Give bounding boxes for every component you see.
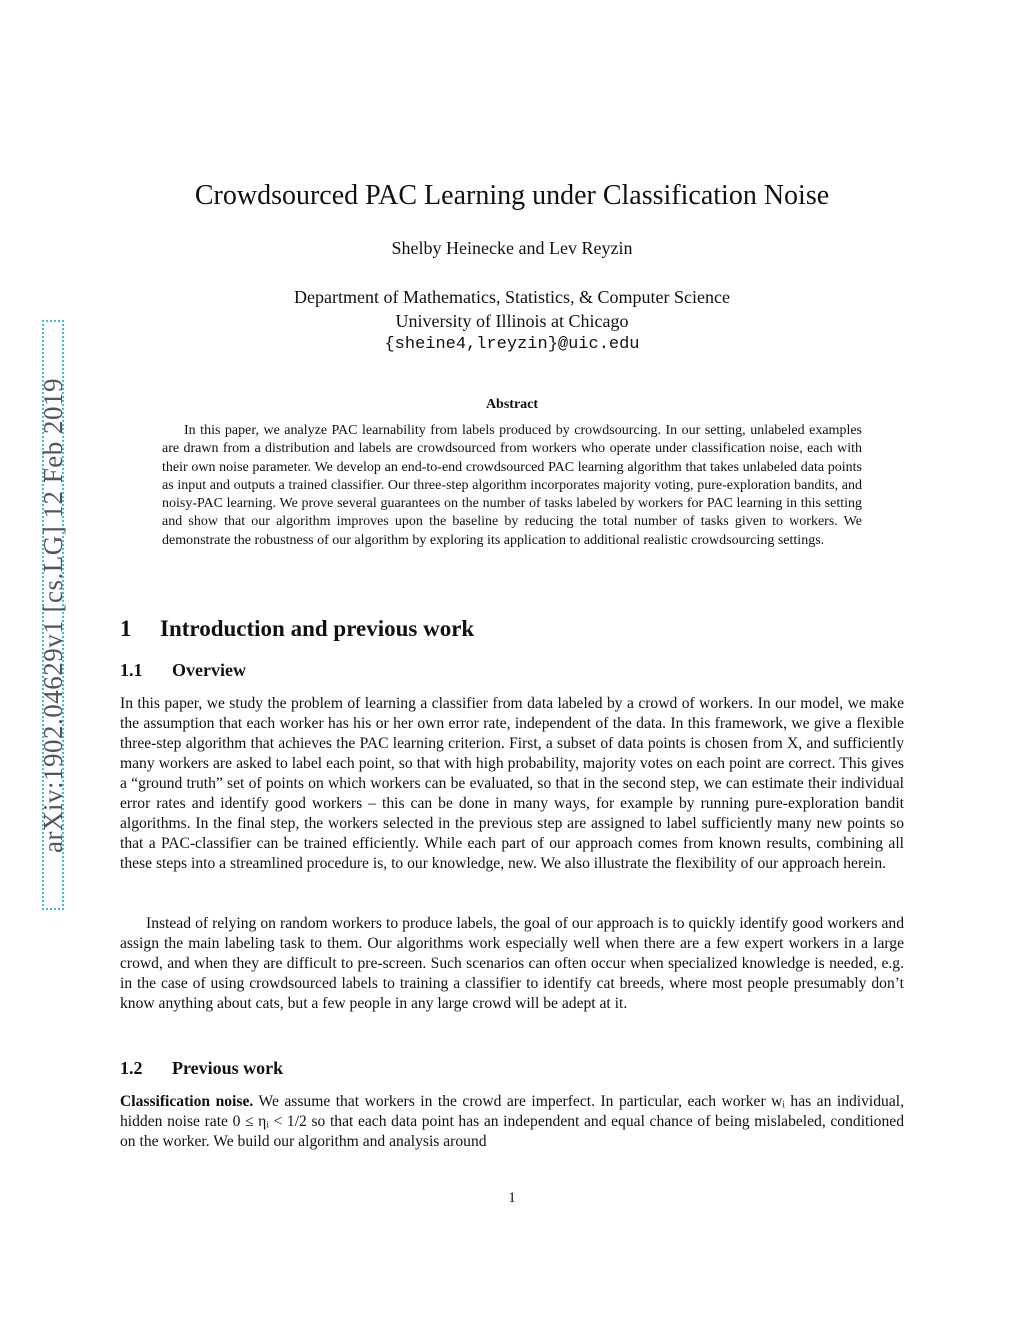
subsection-title: Overview	[172, 660, 246, 680]
subsection-number: 1.1	[120, 660, 143, 680]
section-number: 1	[120, 616, 132, 641]
subsection-title: Previous work	[172, 1058, 284, 1078]
paper-authors: Shelby Heinecke and Lev Reyzin	[391, 238, 633, 258]
subsection-heading-overview	[120, 660, 246, 681]
abstract-text: In this paper, we analyze PAC learnability from labels produced by crowdsourcing. In our setting, unlabeled examples are drawn from a distribution and labels are crowdsourced from workers who operate under classification noise, each with their own noise parameter. We develop an end-to-end crowdsourced PAC learning algorithm that takes unlabeled data points as input and outputs a trained classifier. Our three-step algorithm incorporates majority voting, pure-exploration bandits, and noisy-PAC learning. We prove several guarantees on the number of tasks labeled by workers for PAC learning in this setting and show that our algorithm improves upon the baseline by reducing the total number of tasks given to workers. We demonstrate the robustness of our algorithm by exploring its application to additional realistic crowdsourcing settings.	[162, 423, 862, 548]
author-email[interactable]: {sheine4,lreyzin}@uic.edu	[384, 335, 640, 354]
overview-paragraph-2: Instead of relying on random workers to produce labels, the goal of our approach is to quickly identify good workers and assign the main labeling task to them. Our algorithms work especially well when there are a few expert workers in a large crowd, and when they are difficult to pre-screen. Such scenarios can often occur when specialized knowledge is needed, e.g. in the case of using crowdsourced labels to training a classifier to identify cat breeds, where most people presumably don’t know anything about cats, but a few people in any large crowd will be adept at it.	[120, 915, 904, 1012]
previous-work-text: We assume that workers in the crowd are imperfect. In particular, each worker wᵢ has an individual, hidden noise rate 0 ≤ ηᵢ < 1/2 so that each data point has an independent and equal chance of being mislabeled, conditioned on the worker. We build our algorithm and analysis around	[120, 1093, 904, 1150]
abstract-heading: Abstract	[485, 397, 539, 412]
overview-paragraph-1: In this paper, we study the problem of learning a classifier from data labeled by a crowd of workers. In our model, we make the assumption that each worker has his or her own error rate, independent of the data. In this framework, we give a flexible three-step algorithm that achieves the PAC learning criterion. First, a subset of data points is chosen from X, and sufficiently many workers are asked to label each point, so that with high probability, majority votes on each point are correct. This gives a “ground truth” set of points on which workers can be evaluated, so that in the second step, we can estimate their individual error rates and identify good workers – this can be done in many ways, for example by running pure-exploration bandit algorithms. In the final step, the workers selected in the previous step are assigned to label sufficiently many new points so that a PAC-classifier can be trained efficiently. While each part of our approach comes from known results, combining all these steps into a streamlined procedure is, to our knowledge, new. We also illustrate the flexibility of our approach herein.	[120, 695, 904, 872]
section-title: Introduction and previous work	[160, 616, 475, 641]
runin-heading-classification-noise: Classification noise.	[120, 1093, 254, 1110]
paper-title: Crowdsourced PAC Learning under Classification Noise	[194, 180, 830, 211]
previous-work-paragraph	[120, 1092, 904, 1152]
affiliation-university: University of Illinois at Chicago	[395, 311, 629, 331]
affiliation	[0, 285, 1024, 357]
subsection-number: 1.2	[120, 1058, 143, 1078]
subsection-heading-previous-work	[120, 1058, 283, 1079]
arxiv-identifier: arXiv:1902.04629v1 [cs.LG] 12 Feb 2019	[37, 377, 68, 853]
affiliation-department: Department of Mathematics, Statistics, & Computer Science	[294, 287, 730, 307]
section-heading-introduction	[120, 616, 474, 642]
page-number: 1	[508, 1190, 516, 1206]
